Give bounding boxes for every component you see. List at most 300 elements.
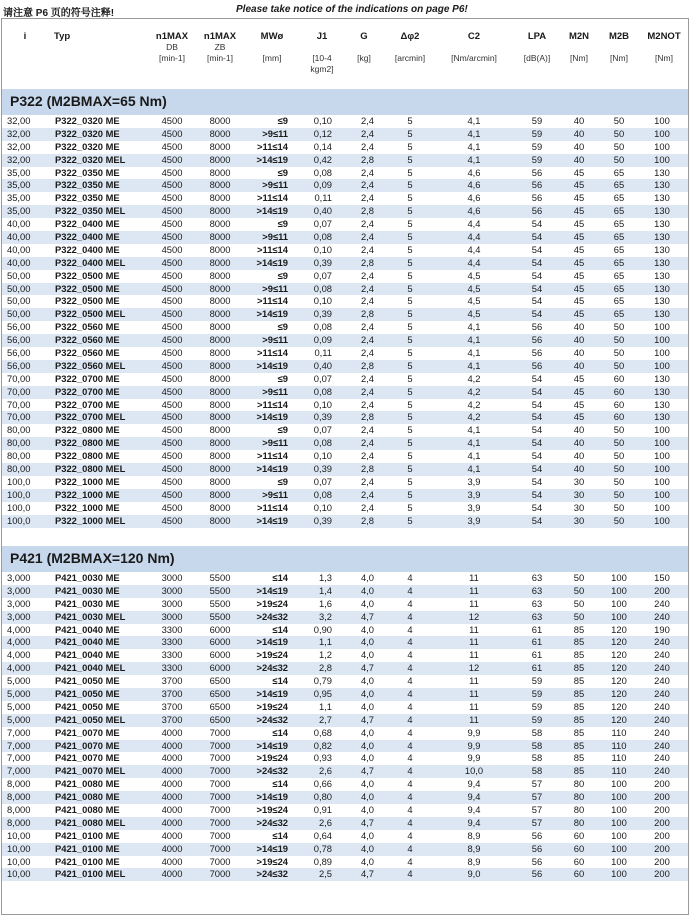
cell-c2: 8,9 xyxy=(467,829,481,841)
cell-lpa: 59 xyxy=(531,688,543,700)
cell-j1: 0,07 xyxy=(313,218,332,230)
cell-m2b: 60 xyxy=(613,411,625,423)
cell-ratio-i: 56,00 xyxy=(7,334,31,346)
table-row xyxy=(2,192,688,205)
cell-n1max-db: 3000 xyxy=(161,584,183,596)
cell-backlash: 5 xyxy=(407,334,413,346)
cell-m2b: 120 xyxy=(611,623,627,635)
cell-n1max-db: 3000 xyxy=(161,610,183,622)
cell-weight-g: 2,4 xyxy=(360,166,374,178)
cell-m2b: 100 xyxy=(611,804,627,816)
cell-n1max-zb: 8000 xyxy=(209,295,231,307)
cell-backlash: 4 xyxy=(407,688,413,700)
table-row xyxy=(2,450,688,463)
cell-mw-diameter: >24≤32 xyxy=(256,765,288,777)
cell-mw-diameter: >14≤19 xyxy=(256,411,288,423)
cell-c2: 11 xyxy=(469,713,479,725)
section-title-p322: P322 (M2BMAX=65 Nm) xyxy=(2,89,688,115)
cell-n1max-zb: 8000 xyxy=(209,334,231,346)
cell-backlash: 5 xyxy=(407,192,413,204)
cell-ratio-i: 7,000 xyxy=(7,739,31,751)
cell-c2: 8,9 xyxy=(467,842,481,854)
table-row xyxy=(2,437,688,450)
cell-type: P322_0500 ME xyxy=(55,295,120,307)
cell-m2not: 130 xyxy=(654,282,670,294)
cell-backlash: 5 xyxy=(407,398,413,410)
cell-c2: 9,4 xyxy=(467,791,481,803)
cell-c2: 3,9 xyxy=(467,514,481,526)
cell-n1max-zb: 8000 xyxy=(209,256,231,268)
cell-m2b: 100 xyxy=(611,572,627,583)
cell-lpa: 54 xyxy=(531,231,543,243)
cell-lpa: 58 xyxy=(531,739,543,751)
table-row xyxy=(2,804,688,817)
cell-n1max-db: 4500 xyxy=(161,321,183,333)
cell-backlash: 5 xyxy=(407,205,413,217)
cell-mw-diameter: >19≤24 xyxy=(256,855,288,867)
cell-ratio-i: 7,000 xyxy=(7,726,31,738)
cell-m2not: 200 xyxy=(654,868,670,880)
cell-m2not: 100 xyxy=(654,359,670,371)
table-row xyxy=(2,218,688,231)
cell-m2b: 65 xyxy=(613,295,625,307)
cell-ratio-i: 40,00 xyxy=(7,243,31,255)
cell-ratio-i: 10,00 xyxy=(7,868,31,880)
cell-m2n: 50 xyxy=(573,584,585,596)
cell-ratio-i: 35,00 xyxy=(7,192,31,204)
cell-m2not: 200 xyxy=(654,829,670,841)
cell-m2not: 130 xyxy=(654,269,670,281)
cell-m2n: 85 xyxy=(573,700,585,712)
cell-c2: 4,1 xyxy=(467,437,481,449)
cell-lpa: 54 xyxy=(531,398,543,410)
cell-m2not: 130 xyxy=(654,192,670,204)
cell-c2: 4,5 xyxy=(467,269,481,281)
cell-mw-diameter: >14≤19 xyxy=(256,153,288,165)
cell-lpa: 61 xyxy=(531,649,543,661)
cell-mw-diameter: >9≤11 xyxy=(262,385,288,397)
cell-ratio-i: 7,000 xyxy=(7,765,31,777)
cell-c2: 4,1 xyxy=(467,127,481,139)
table-row xyxy=(2,463,688,476)
table-row xyxy=(2,308,688,321)
cell-weight-g: 2,8 xyxy=(360,359,374,371)
cell-j1: 0,10 xyxy=(313,501,332,513)
table-row xyxy=(2,688,688,701)
cell-mw-diameter: >11≤14 xyxy=(257,243,288,255)
cell-lpa: 54 xyxy=(531,243,543,255)
cell-c2: 4,1 xyxy=(467,321,481,333)
cell-n1max-zb: 6500 xyxy=(209,700,231,712)
cell-backlash: 5 xyxy=(407,282,413,294)
cell-m2n: 45 xyxy=(573,282,585,294)
cell-n1max-zb: 7000 xyxy=(209,804,231,816)
cell-n1max-db: 4500 xyxy=(161,231,183,243)
cell-n1max-zb: 8000 xyxy=(209,475,231,487)
cell-j1: 0,10 xyxy=(313,295,332,307)
cell-ratio-i: 3,000 xyxy=(7,610,31,622)
cell-j1: 0,14 xyxy=(313,140,332,152)
cell-weight-g: 2,4 xyxy=(360,334,374,346)
cell-m2not: 100 xyxy=(654,115,670,126)
cell-n1max-db: 4500 xyxy=(161,192,183,204)
cell-m2not: 240 xyxy=(654,662,670,674)
cell-type: P421_0050 MEL xyxy=(55,713,126,725)
cell-m2b: 50 xyxy=(613,127,625,139)
cell-j1: 0,78 xyxy=(313,842,332,854)
cell-ratio-i: 80,00 xyxy=(7,437,31,449)
cell-backlash: 4 xyxy=(407,713,413,725)
cell-backlash: 5 xyxy=(407,385,413,397)
cell-n1max-zb: 7000 xyxy=(209,739,231,751)
cell-n1max-db: 4500 xyxy=(161,411,183,423)
cell-n1max-db: 4500 xyxy=(161,179,183,191)
cell-m2not: 240 xyxy=(654,713,670,725)
cell-j1: 0,11 xyxy=(314,347,332,359)
cell-weight-g: 2,4 xyxy=(360,321,374,333)
cell-m2n: 45 xyxy=(573,256,585,268)
cell-backlash: 5 xyxy=(407,372,413,384)
cell-lpa: 61 xyxy=(531,636,543,648)
header-i: i xyxy=(23,31,27,42)
cell-n1max-db: 4000 xyxy=(161,726,183,738)
table-row xyxy=(2,347,688,360)
cell-n1max-db: 4000 xyxy=(161,804,183,816)
table-row xyxy=(2,476,688,489)
cell-m2n: 45 xyxy=(573,205,585,217)
cell-m2not: 130 xyxy=(654,385,670,397)
table-row xyxy=(2,270,688,283)
cell-weight-g: 2,4 xyxy=(360,243,374,255)
cell-weight-g: 2,4 xyxy=(360,192,374,204)
cell-ratio-i: 100,0 xyxy=(7,475,31,487)
cell-n1max-db: 4000 xyxy=(161,739,183,751)
cell-c2: 4,4 xyxy=(467,218,481,230)
cell-weight-g: 4,0 xyxy=(360,597,374,609)
cell-ratio-i: 5,000 xyxy=(7,688,31,700)
cell-ratio-i: 100,0 xyxy=(7,488,31,500)
cell-backlash: 5 xyxy=(407,308,413,320)
cell-n1max-zb: 7000 xyxy=(209,791,231,803)
cell-mw-diameter: >9≤11 xyxy=(262,334,288,346)
cell-n1max-zb: 6000 xyxy=(209,636,231,648)
cell-type: P421_0080 MEL xyxy=(55,816,126,828)
cell-n1max-zb: 7000 xyxy=(209,726,231,738)
cell-j1: 2,6 xyxy=(318,816,332,828)
cell-mw-diameter: >19≤24 xyxy=(256,700,288,712)
cell-weight-g: 2,4 xyxy=(360,424,374,436)
cell-lpa: 56 xyxy=(531,829,543,841)
cell-backlash: 4 xyxy=(407,791,413,803)
cell-c2: 12 xyxy=(468,662,480,674)
cell-ratio-i: 50,00 xyxy=(7,282,31,294)
cell-j1: 1,6 xyxy=(318,597,332,609)
cell-type: P322_1000 MEL xyxy=(55,514,126,526)
cell-m2not: 130 xyxy=(654,218,670,230)
cell-j1: 0,07 xyxy=(313,269,332,281)
cell-m2not: 130 xyxy=(654,308,670,320)
cell-c2: 9,4 xyxy=(467,816,481,828)
cell-m2b: 65 xyxy=(613,218,625,230)
cell-m2not: 200 xyxy=(654,816,670,828)
cell-m2b: 110 xyxy=(611,765,627,777)
cell-m2not: 240 xyxy=(654,752,670,764)
cell-c2: 4,1 xyxy=(467,359,481,371)
table-row xyxy=(2,167,688,180)
header-mw: MWø [mm] xyxy=(260,31,284,63)
cell-type: P322_0350 ME xyxy=(55,166,120,178)
table-row xyxy=(2,868,688,881)
cell-m2n: 40 xyxy=(573,437,585,449)
cell-n1max-db: 4500 xyxy=(161,463,183,475)
cell-lpa: 63 xyxy=(531,572,543,583)
cell-n1max-db: 4500 xyxy=(161,514,183,526)
cell-m2n: 45 xyxy=(573,231,585,243)
cell-n1max-db: 4500 xyxy=(161,308,183,320)
cell-ratio-i: 8,000 xyxy=(7,778,31,790)
cell-backlash: 4 xyxy=(407,829,413,841)
cell-j1: 0,10 xyxy=(313,115,332,126)
cell-weight-g: 4,7 xyxy=(360,713,374,725)
cell-c2: 3,9 xyxy=(467,488,481,500)
cell-m2n: 40 xyxy=(573,424,585,436)
cell-backlash: 5 xyxy=(407,179,413,191)
cell-type: P322_0500 MEL xyxy=(55,308,126,320)
cell-m2not: 100 xyxy=(654,153,670,165)
cell-type: P421_0100 ME xyxy=(55,855,120,867)
cell-n1max-zb: 6000 xyxy=(209,649,231,661)
cell-ratio-i: 80,00 xyxy=(7,424,31,436)
cell-j1: 0,80 xyxy=(313,791,332,803)
cell-m2n: 30 xyxy=(573,501,585,513)
cell-j1: 0,08 xyxy=(313,166,332,178)
cell-type: P322_0400 ME xyxy=(55,218,120,230)
cell-weight-g: 2,4 xyxy=(360,231,374,243)
cell-j1: 1,3 xyxy=(318,572,332,583)
cell-c2: 4,2 xyxy=(467,398,481,410)
cell-mw-diameter: ≤9 xyxy=(277,475,288,487)
cell-lpa: 59 xyxy=(531,115,543,126)
cell-n1max-zb: 7000 xyxy=(209,765,231,777)
cell-m2n: 40 xyxy=(573,127,585,139)
table-row xyxy=(2,283,688,296)
cell-weight-g: 2,4 xyxy=(360,450,374,462)
cell-m2not: 240 xyxy=(654,739,670,751)
cell-backlash: 5 xyxy=(407,424,413,436)
cell-type: P421_0050 ME xyxy=(55,700,120,712)
cell-c2: 9,9 xyxy=(467,726,481,738)
cell-mw-diameter: ≤9 xyxy=(277,424,288,436)
cell-n1max-zb: 8000 xyxy=(209,359,231,371)
cell-j1: 0,39 xyxy=(313,514,332,526)
cell-backlash: 5 xyxy=(407,231,413,243)
cell-j1: 0,08 xyxy=(313,282,332,294)
cell-mw-diameter: >19≤24 xyxy=(256,649,288,661)
cell-j1: 1,1 xyxy=(318,700,332,712)
cell-m2b: 50 xyxy=(613,321,625,333)
table-row xyxy=(2,386,688,399)
cell-weight-g: 2,4 xyxy=(360,127,374,139)
cell-m2b: 100 xyxy=(611,778,627,790)
cell-mw-diameter: ≤14 xyxy=(272,829,288,841)
cell-type: P421_0070 ME xyxy=(55,739,120,751)
cell-lpa: 61 xyxy=(531,662,543,674)
cell-ratio-i: 50,00 xyxy=(7,308,31,320)
cell-n1max-db: 4500 xyxy=(161,218,183,230)
cell-lpa: 56 xyxy=(531,855,543,867)
cell-backlash: 5 xyxy=(407,411,413,423)
cell-n1max-zb: 8000 xyxy=(209,115,231,126)
cell-j1: 0,11 xyxy=(314,192,332,204)
cell-c2: 9,9 xyxy=(467,739,481,751)
cell-mw-diameter: >14≤19 xyxy=(256,514,288,526)
cell-lpa: 56 xyxy=(531,334,543,346)
cell-m2b: 50 xyxy=(613,488,625,500)
cell-type: P322_0700 ME xyxy=(55,385,120,397)
cell-mw-diameter: ≤9 xyxy=(277,115,288,126)
cell-n1max-zb: 8000 xyxy=(209,424,231,436)
cell-weight-g: 4,0 xyxy=(360,623,374,635)
cell-type: P322_0800 MEL xyxy=(55,463,126,475)
cell-weight-g: 2,4 xyxy=(360,269,374,281)
cell-j1: 1,2 xyxy=(318,649,332,661)
cell-n1max-db: 4500 xyxy=(161,205,183,217)
table-row xyxy=(2,830,688,843)
cell-n1max-db: 4000 xyxy=(161,816,183,828)
cell-backlash: 5 xyxy=(407,218,413,230)
cell-m2b: 65 xyxy=(613,166,625,178)
cell-m2not: 190 xyxy=(654,623,670,635)
header-lpa: LPA [dB(A)] xyxy=(523,31,551,63)
notice-english: Please take notice of the indications on page P6! xyxy=(236,4,468,15)
cell-n1max-db: 3700 xyxy=(161,688,183,700)
table-row xyxy=(2,424,688,437)
cell-m2not: 240 xyxy=(654,636,670,648)
cell-m2n: 45 xyxy=(573,398,585,410)
cell-mw-diameter: ≤9 xyxy=(277,321,288,333)
cell-c2: 4,4 xyxy=(467,231,481,243)
table-row xyxy=(2,411,688,424)
cell-lpa: 54 xyxy=(531,514,543,526)
cell-m2b: 120 xyxy=(611,675,627,687)
cell-type: P322_0350 ME xyxy=(55,179,120,191)
table-row xyxy=(2,360,688,373)
cell-m2not: 200 xyxy=(654,778,670,790)
cell-m2b: 65 xyxy=(613,256,625,268)
cell-lpa: 59 xyxy=(531,140,543,152)
cell-n1max-db: 4500 xyxy=(161,398,183,410)
cell-m2n: 85 xyxy=(573,636,585,648)
cell-ratio-i: 32,00 xyxy=(7,140,31,152)
cell-type: P421_0030 ME xyxy=(55,572,120,583)
cell-j1: 3,2 xyxy=(318,610,332,622)
cell-n1max-zb: 8000 xyxy=(209,153,231,165)
notice-chinese: 请注意 P6 页的符号注释! xyxy=(3,8,115,19)
table-row xyxy=(2,231,688,244)
cell-m2not: 130 xyxy=(654,205,670,217)
cell-m2n: 85 xyxy=(573,752,585,764)
cell-lpa: 59 xyxy=(531,675,543,687)
cell-lpa: 54 xyxy=(531,372,543,384)
cell-m2n: 40 xyxy=(573,463,585,475)
cell-weight-g: 2,8 xyxy=(360,308,374,320)
cell-type: P322_0500 ME xyxy=(55,282,120,294)
cell-backlash: 5 xyxy=(407,347,413,359)
cell-m2n: 50 xyxy=(573,610,585,622)
cell-weight-g: 2,4 xyxy=(360,501,374,513)
cell-n1max-zb: 6500 xyxy=(209,675,231,687)
cell-type: P322_0350 ME xyxy=(55,192,120,204)
cell-type: P421_0030 MEL xyxy=(55,610,126,622)
cell-m2n: 40 xyxy=(573,450,585,462)
cell-mw-diameter: >14≤19 xyxy=(256,256,288,268)
cell-c2: 11 xyxy=(469,597,479,609)
cell-j1: 0,07 xyxy=(313,372,332,384)
cell-j1: 0,08 xyxy=(313,321,332,333)
cell-mw-diameter: >24≤32 xyxy=(256,713,288,725)
cell-j1: 0,39 xyxy=(313,411,332,423)
cell-ratio-i: 5,000 xyxy=(7,713,31,725)
cell-m2not: 130 xyxy=(654,231,670,243)
cell-m2b: 60 xyxy=(613,372,625,384)
cell-m2not: 100 xyxy=(654,437,670,449)
table-row xyxy=(2,572,688,585)
cell-m2not: 240 xyxy=(654,675,670,687)
cell-ratio-i: 8,000 xyxy=(7,791,31,803)
cell-ratio-i: 40,00 xyxy=(7,256,31,268)
cell-m2not: 100 xyxy=(654,424,670,436)
cell-ratio-i: 35,00 xyxy=(7,179,31,191)
cell-ratio-i: 32,00 xyxy=(7,127,31,139)
cell-type: P322_0700 ME xyxy=(55,398,120,410)
cell-m2not: 200 xyxy=(654,842,670,854)
cell-ratio-i: 10,00 xyxy=(7,829,31,841)
header-n1max-zb: n1MAX ZB [min-1] xyxy=(203,31,237,63)
cell-m2not: 100 xyxy=(654,501,670,513)
cell-j1: 0,08 xyxy=(313,231,332,243)
cell-m2not: 240 xyxy=(654,649,670,661)
cell-n1max-zb: 8000 xyxy=(209,450,231,462)
cell-n1max-db: 4500 xyxy=(161,450,183,462)
cell-n1max-zb: 7000 xyxy=(209,816,231,828)
cell-c2: 4,5 xyxy=(467,308,481,320)
cell-n1max-db: 3300 xyxy=(161,649,183,661)
cell-n1max-zb: 8000 xyxy=(209,463,231,475)
cell-m2n: 45 xyxy=(573,411,585,423)
table-row xyxy=(2,205,688,218)
cell-m2not: 240 xyxy=(654,726,670,738)
cell-ratio-i: 5,000 xyxy=(7,700,31,712)
cell-type: P421_0100 ME xyxy=(55,829,120,841)
cell-m2not: 200 xyxy=(654,584,670,596)
cell-backlash: 5 xyxy=(407,437,413,449)
cell-mw-diameter: >9≤11 xyxy=(262,231,288,243)
cell-ratio-i: 10,00 xyxy=(7,855,31,867)
cell-m2b: 50 xyxy=(613,347,625,359)
cell-m2b: 50 xyxy=(613,514,625,526)
cell-m2n: 60 xyxy=(573,829,585,841)
cell-backlash: 5 xyxy=(407,166,413,178)
cell-mw-diameter: >19≤24 xyxy=(256,752,288,764)
table-row xyxy=(2,399,688,412)
cell-n1max-zb: 8000 xyxy=(209,179,231,191)
cell-j1: 0,39 xyxy=(313,308,332,320)
cell-j1: 0,89 xyxy=(313,855,332,867)
cell-j1: 0,66 xyxy=(313,778,332,790)
cell-n1max-zb: 5500 xyxy=(209,584,231,596)
cell-mw-diameter: >9≤11 xyxy=(262,282,288,294)
cell-type: P421_0040 ME xyxy=(55,636,120,648)
